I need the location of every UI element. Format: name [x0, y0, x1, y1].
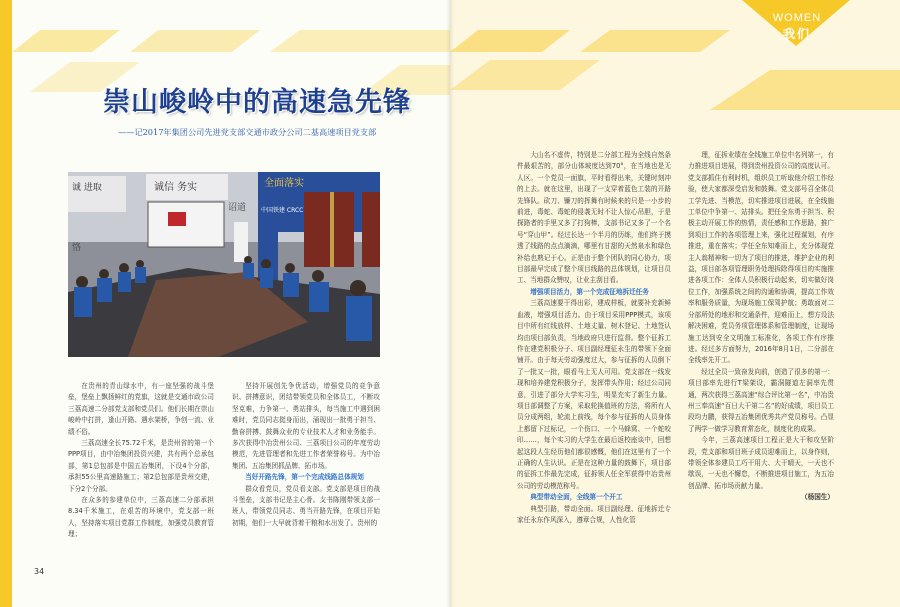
photo-banner-left: 诚 进取 [72, 183, 102, 193]
meeting-photo-illustration [68, 172, 380, 357]
photo-company-sign: 中国铁建 CRCC [261, 207, 304, 214]
paragraph: 经过全员一致奋发向前，创造了很多的第一：项目部率先进行T梁架设，霸洞隧道左洞率先贯通，两次获得三荔高速“综合评比第一名”，中冶贵州三奉高速“百日大干第二名”的好成绩，项目员工段均力鹏，获得五冶集团优秀共产党员称号。凸显了两学一做学习教育常态化，制度化的成果。 [688, 367, 834, 433]
paragraph: 在贵州的青山绿水中，有一座坚强的战斗堡垒，堡垒上飘扬鲜红的党旗，这就是交通市政公司三荔高速二分部党支部和党员们。他们长期在崇山峻岭中打拼，逢山开路、遇水架桥，争创一流、业绩不俗。 [68, 382, 214, 436]
right-column-1 [517, 150, 671, 526]
page-gutter [446, 0, 454, 607]
section-heading: 增强项目活力，第一个完成征地拆迁任务 [530, 287, 649, 296]
paragraph: 大山名不虚传，特别是二分部工程为全线自然条件最艰苦的，部分山体坡度达到70°，在当地也是无人区。一个党员一面旗，平时看得出来，关键时刻冲的上去。就在这里，出现了一支穿着蓝色工装的开路先锋队。砍刀、镰刀的挥舞有时候来的只是一小步的前进，毒蛇、毒蛇的侵袭无时不让人惊心吊胆，于是探路者的手里又多了打狗棒，支部书记又多了一个名号“穿山甲”。经过长达一个半月的历练，他们终于摸透了线路的点点滴滴，哪里有甘甜的天然泉水和绿色补给也熟记于心。正是由于整个团队的同心协力，项目部最早完成了整个项目线路的总体规划，让项目员工、当地群众赞叹，让业主刮目看。 [517, 151, 671, 285]
meeting-photo [68, 172, 380, 357]
paragraph: 在众多的参建单位中，三荔高速二分部承担8.34千米施工，在艰苦的环境中，党支部一班人，坚持落实项目党群工作制度，加强党员教育管理； [68, 496, 214, 539]
left-column-2 [232, 381, 380, 529]
section-heading: 当好开路先锋，第一个完成线路总体规划 [245, 473, 364, 482]
author-signature: （杨国生） [801, 493, 834, 502]
section-heading: 典型带动全面，全线第一个开工 [530, 493, 623, 502]
paragraph: 三荔高速要干得出彩，建成样板，就要补充新鲜血液，增强项目活力。由于项目采用PPP模式，该项目中所有红线放样、土地丈量、树木登记、土地签认均由项目部负责，当地政府只进行监督。整个征拆工作在建党积极分子、项目副经理征永生的带领下全面铺开。由于每天劳动强度过大，参与征拆的人员倒下了一批又一批，眼看马上无人可用。党支部在一线发现和培养建党积极分子，发挥带头作用；经过公司同意，引进了部分大学实习生，明显充实了新生力量。项目部调整了方案，采取轮换值班的方法，将所有人员分成两组，轮流上前线，每个参与征拆的人员身体上都留下过标记，一个伤口、一个马蜂窝、一个蛇咬印……，每个实习的大学生在最后返校座谈中，回想起这段人生经历他们都很感慨，他们在这里有了一个正确的人生认识。正是在这种力量的鼓舞下，项目部的征拆工作最先完成，征拆领人任全军获得中冶贵州公司的劳动模范称号。 [517, 299, 671, 490]
paragraph: 群众看党员，党员看支部。党支部是项目的战斗堡垒，支部书记是主心骨。支书陈刚带领支部一班人，带领党员同志、勇当开路先锋，在项目开始初期，他们一大早就背着干粮和水出发了。贵州的 [232, 484, 380, 527]
article-title: 崇山峻岭中的高速急先锋 [103, 87, 411, 118]
paragraph: 三荔高速全长75.72千米，是贵州省的第一个PPP项目，由中冶集团投资兴建，共有两个总承包部，第1总包部是中国五冶集团，下设4个分部，承担55公里高速路施工；第2总包部是贵州交建，下分2个分部。 [68, 439, 214, 493]
right-column-2 [688, 150, 834, 504]
photo-wall-right: 诏道 [228, 203, 247, 213]
paragraph: 坚持开展创先争优活动，增强党员的竞争意识、拼搏意识，团结带领党员和全体员工，不断攻坚克难，力争第一、勇站排头，每当施工中遇到困难时，党员同志挺身而出，涌现出一批勇于担当、勤奋拼搏、鼓舞众业的专业技术人才和业务能手。多次获得中冶贵州公司、三荔项目公司的年度劳动模范，先进管理者和先进工作者荣誉称号。为中冶集团、五冶集团抓品牌、拓市场。 [232, 382, 380, 470]
paragraph: 典型引路，带动全面。项目副经理、征地拆迁专家任永东作风深入，遵章合规，人性化管 [517, 504, 671, 524]
photo-wall-left: 恪 [72, 243, 82, 253]
section-badge [757, 12, 837, 42]
section-badge-chinese: 我们 [782, 27, 811, 41]
article-subtitle: ——记2017年集团公司先进党支部交通市政分公司二基高速项目党支部 [118, 127, 377, 137]
paragraph: 今年，三荔高速项目工程正是大干和攻坚阶段，党支部和项目班子成员迎难而上，以身作则，带领全体参建员工巧干用大、大干晴天，一天也不歇误，一天也不懈怠，不断推进项目施工，为五冶创品牌、拓市场贡献力量。 [688, 436, 834, 490]
page-number: 34 [34, 567, 45, 576]
photo-banner-right: 全面落实 [264, 178, 304, 189]
photo-banner-mid: 诚信 务实 [154, 182, 198, 193]
paragraph: 理，征拆业绩在全线施工单位中名列第一，有力推进项目进展，得到贵州投资公司的高度认可。党支部抓住有利时机，组织员工听取他介绍工作经验，使大家都深受启发和鼓舞。党支部号召全体员工学先进、当模范，切实推进项目进展，在全线施工单位中争第一、站排头。把任全东勇于担当、积极主动开展工作的热情，责任感和工作思路，推广到项目工作的各项管理上来，强化过程谋划，有序推进，重在落实；学任全东知难而上，充分体现党主人翁精神和一切为了项目的推进，维护企业的利益，项目部各项管理职务处理拆除得项目的实施推进各项工作：全体人员积极行动起来，切实做好岗位工作，加强系统之间的沟通和协调，提高工作效率和服务质量，为现场施工保驾护航；勇敢面对二分部所处的地形和交通条件，迎难而上，想方设法解决困难，党员务项管理体系和管理制度，让现场施工达到安全文明施工标准化，各项工作有序推进。经过多方面努力，2016年8月1日，二分部在全线率先开工。 [688, 151, 834, 365]
left-column-1 [68, 381, 214, 541]
section-badge-english: WOMEN [772, 12, 822, 24]
